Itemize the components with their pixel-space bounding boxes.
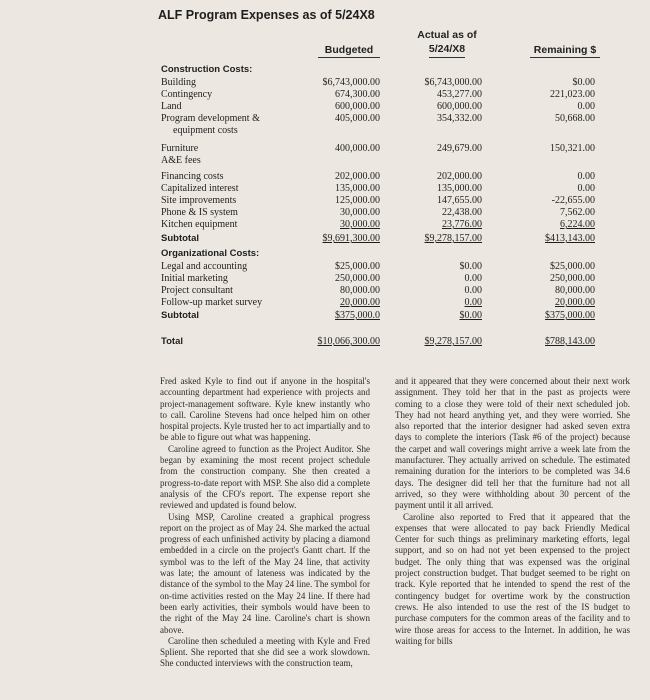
table-row-label: equipment costs [173, 125, 238, 136]
table-row-budgeted: 674,300.00 [335, 89, 380, 100]
table-row-budgeted: 250,000.00 [335, 273, 380, 284]
table-row-budgeted: 80,000.00 [340, 285, 380, 296]
table-row-actual: 22,438.00 [442, 207, 482, 218]
table-row-remaining: -22,655.00 [551, 195, 595, 206]
table-row-budgeted: 202,000.00 [335, 171, 380, 182]
construction-subtotal-budgeted: $9,691,300.00 [322, 233, 380, 244]
table-row-remaining: 80,000.00 [555, 285, 595, 296]
body-text-right [395, 376, 630, 647]
table-row-label: Site improvements [161, 195, 237, 206]
table-row-label: A&E fees [161, 155, 201, 166]
table-row-label: Contingency [161, 89, 213, 100]
table-row-actual: 0.00 [464, 297, 482, 308]
construction-subtotal-actual: $9,278,157.00 [424, 233, 482, 244]
table-row-remaining: 150,321.00 [550, 143, 595, 154]
header-actual: Actual as of 5/24/X8 [412, 28, 482, 58]
table-row-actual: 135,000.00 [437, 183, 482, 194]
table-row-actual: $6,743,000.00 [424, 77, 482, 88]
header-actual-date: 5/24/X8 [429, 42, 465, 58]
table-row-label: Legal and accounting [161, 261, 248, 272]
table-row-label: Kitchen equipment [161, 219, 238, 230]
table-row-budgeted: 30,000.00 [340, 219, 380, 230]
table-row-label: Follow-up market survey [161, 297, 263, 308]
table-row-budgeted: $25,000.00 [335, 261, 380, 272]
table-row-remaining: 20,000.00 [555, 297, 595, 308]
table-row-label: Financing costs [161, 171, 224, 182]
grand-total-actual: $9,278,157.00 [424, 336, 482, 347]
paragraph: Caroline also reported to Fred that it appeared that the expenses that were allocated to pay back Friendly Medical Center for such things as preliminary marketing efforts, legal support, and so on had not yet been expensed to the project budget. The only thing that was expensed was the original project construction budget. That budget seemed to be right on track. Kyle reported that he intended to spend the rest of the contingency budget for overtime work by the construction crews. He also intended to use the rest of the IS budget to purchase computers for the common areas of the facility and to wire those areas for access to the Internet. In addition, he was waiting for bills [395, 511, 630, 646]
table-row-label: Initial marketing [161, 273, 228, 284]
table-row-actual: 0.00 [464, 285, 482, 296]
table-row-label: Program development & [161, 113, 260, 124]
grand-total-budgeted: $10,066,300.00 [317, 336, 380, 347]
organizational-subtotal-label: Subtotal [161, 310, 199, 321]
paragraph: Using MSP, Caroline created a graphical progress report on the project as of May 24. She marked the actual progress of each unfinished activity by placing a diamond embedded in a circle on the project's Gantt chart. If the symbol was to the left of the May 24 line, that activity was late; the amount of lateness was indicated by the distance of the symbol to the May 24 line. The symbol for on-time activities rested on the May 24 line. If there had been early activities, their symbols would have been to the right of the May 24 line. Caroline's chart is shown above. [160, 511, 370, 635]
paragraph: Fred asked Kyle to find out if anyone in the hospital's accounting department had experience with projects and project-management software. Kyle knew instantly who to call. Caroline Stevens had once helped him on other hospital projects. Kyle trusted her to act impartially and to be able to figure out what was happening. [160, 376, 370, 443]
table-row-label: Building [161, 77, 197, 88]
organizational-subtotal-actual: $0.00 [459, 310, 482, 321]
table-row-remaining: $0.00 [572, 77, 595, 88]
table-row-remaining: 7,562.00 [560, 207, 595, 218]
table-row-remaining: 221,023.00 [550, 89, 595, 100]
table-row-actual: 0.00 [464, 273, 482, 284]
paragraph: and it appeared that they were concerned about their next work assignment. They told her that in the past as projects were coming to a close they were told of their next scheduled job. They had not heard anything yet, and they were worried. She also reported that the interior designer had asked seven extra days to complete the interiors (Task #6 of the project) because the carpet and wall coverings might arrive a week late from the manufacturer. They actually arrived on schedule. The estimated remaining duration for the interiors to be completed was 34.6 days. The designer did tell her that the furniture had not all arrived, so they were withholding about 30 percent of the payment until it all arrived. [395, 376, 630, 511]
grand-total-remaining: $788,143.00 [545, 336, 595, 347]
table-row-remaining: 6,224.00 [560, 219, 595, 230]
table-row-budgeted: 20,000.00 [340, 297, 380, 308]
table-row-actual: 453,277.00 [437, 89, 482, 100]
construction-subtotal-label: Subtotal [161, 233, 199, 244]
table-row-budgeted: $6,743,000.00 [322, 77, 380, 88]
body-text-left [160, 376, 370, 670]
table-row-actual: $0.00 [459, 261, 482, 272]
table-row-budgeted: 135,000.00 [335, 183, 380, 194]
section-heading-organizational: Organizational Costs: [161, 248, 260, 259]
table-row-actual: 600,000.00 [437, 101, 482, 112]
table-row-label: Land [161, 101, 182, 112]
table-row-actual: 249,679.00 [437, 143, 482, 154]
table-row-actual: 23,776.00 [442, 219, 482, 230]
page-title: ALF Program Expenses as of 5/24X8 [158, 8, 375, 22]
table-row-actual: 354,332.00 [437, 113, 482, 124]
table-row-label: Furniture [161, 143, 199, 154]
table-row-remaining: 250,000.00 [550, 273, 595, 284]
table-row-budgeted: 400,000.00 [335, 143, 380, 154]
table-row-remaining: $25,000.00 [550, 261, 595, 272]
section-heading-construction: Construction Costs: [161, 64, 253, 75]
table-row-budgeted: 30,000.00 [340, 207, 380, 218]
construction-subtotal-remaining: $413,143.00 [545, 233, 595, 244]
organizational-subtotal-budgeted: $375,000.0 [335, 310, 380, 321]
header-budgeted: Budgeted [318, 44, 380, 58]
table-row-budgeted: 600,000.00 [335, 101, 380, 112]
table-row-label: Capitalized interest [161, 183, 239, 194]
table-row-remaining: 0.00 [577, 183, 595, 194]
paragraph: Caroline agreed to function as the Project Auditor. She began by examining the most recent project schedule from the construction company. She then created a progress-to-date report with MSP. She also did a complete analysis of the CFO's report. The expense report she reviewed and updated is found below. [160, 443, 370, 511]
table-row-actual: 147,655.00 [437, 195, 482, 206]
table-row-actual: 202,000.00 [437, 171, 482, 182]
table-row-remaining: 0.00 [577, 101, 595, 112]
table-row-budgeted: 125,000.00 [335, 195, 380, 206]
table-row-remaining: 50,668.00 [555, 113, 595, 124]
table-row-remaining: 0.00 [577, 171, 595, 182]
paragraph: Caroline then scheduled a meeting with Kyle and Fred Splient. She reported that she did see a work slowdown. She conducted interviews with the construction team, [160, 635, 370, 669]
grand-total-label: Total [161, 336, 183, 347]
header-remaining: Remaining $ [530, 44, 600, 58]
organizational-subtotal-remaining: $375,000.00 [545, 310, 595, 321]
table-row-budgeted: 405,000.00 [335, 113, 380, 124]
table-row-label: Project consultant [161, 285, 233, 296]
table-row-label: Phone & IS system [161, 207, 238, 218]
